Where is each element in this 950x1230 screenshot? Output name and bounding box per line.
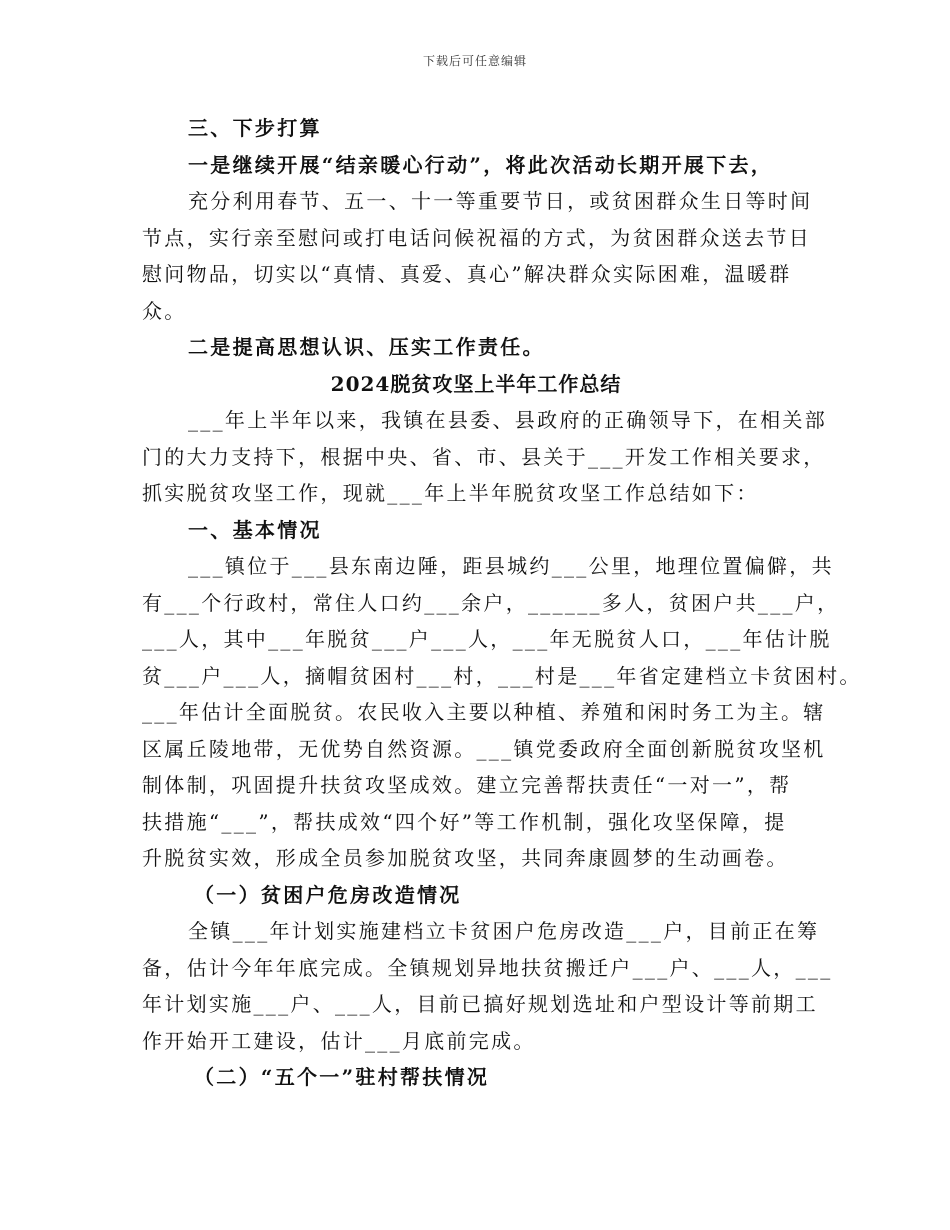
text-line: 年计划实施___户、___人，目前已搞好规划选址和户型设计等前期工 [142,992,818,1016]
text-line: 抓实脱贫攻坚工作，现就___年上半年脱贫攻坚工作总结如下： [142,481,759,505]
text-line: 三、下步打算 [188,116,322,140]
text-line: 2024脱贫攻坚上半年工作总结 [330,371,622,396]
text-line: 备，估计今年年底完成。全镇规划异地扶贫搬迁户___户、___人，___ [142,955,833,980]
text-line: 贫___户___人，摘帽贫困村___村，___村是___年省定建档立卡贫困村。 [142,663,862,688]
text-line: 扶措施“___”，帮扶成效“四个好”等工作机制，强化攻坚保障，提 [142,809,787,834]
text-line: （二）“五个一”驻村帮扶情况 [194,1065,490,1089]
text-line: 制体制，巩固提升扶贫攻坚成效。建立完善帮扶责任“一对一”，帮 [142,773,792,797]
text-line: 充分利用春节、五一、十一等重要节日，或贫困群众生日等时间 [188,189,813,213]
text-line: （一）贫困户危房改造情况 [194,882,462,907]
text-line: 慰问物品，切实以“真情、真爱、真心”解决群众实际困难，温暖群 [142,262,792,286]
document-body [142,110,862,1096]
page-header: 下载后可任意编辑 [422,54,527,68]
text-line: 一是继续开展“结亲暖心行动”，将此次活动长期开展下去， [188,152,774,177]
text-line: ___年上半年以来，我镇在县委、县政府的正确领导下，在相关部 [188,408,827,432]
text-line: ___年估计全面脱贫。农民收入主要以种植、养殖和闲时务工为主。辖 [142,700,826,724]
text-line: 一、基本情况 [188,517,322,542]
text-line: 众。 [142,298,187,323]
text-line: 门的大力支持下，根据中央、省、市、县关于___开发工作相关要求， [142,444,826,469]
text-line: 有___个行政村，常住人口约___余户，______多人，贫困户共___户， [142,590,840,615]
text-line: 二是提高思想认识、压实工作责任。 [188,335,545,359]
text-line: 作开始开工建设，估计___月底前完成。 [142,1028,536,1053]
text-line: 区属丘陵地带，无优势自然资源。___镇党委政府全面创新脱贫攻坚机 [142,736,826,761]
text-line: ___镇位于___县东南边陲，距县城约___公里，地理位置偏僻，共 [188,554,834,578]
text-line: 升脱贫实效，形成全员参加脱贫攻坚，共同奔康圆梦的生动画卷。 [142,846,789,870]
text-line: ___人，其中___年脱贫___户___人，___年无脱贫人口，___年估计脱 [142,627,832,651]
text-line: 节点，实行亲至慰问或打电话问候祝福的方式，为贫困群众送去节日 [142,225,811,250]
text-line: 全镇___年计划实施建档立卡贫困户危房改造___户，目前正在筹 [188,919,820,943]
